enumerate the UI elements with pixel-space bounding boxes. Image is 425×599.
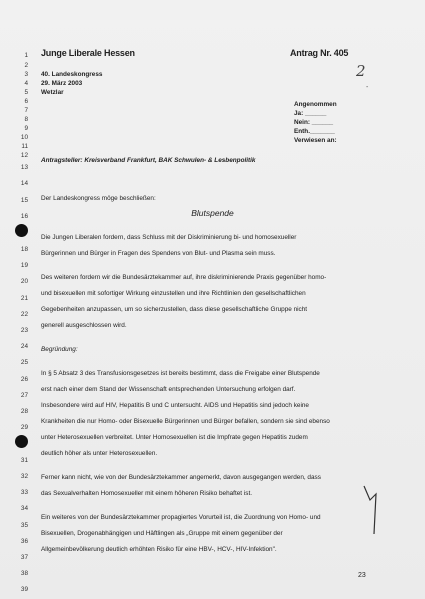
line-number: 28 [20,408,28,415]
line-number: 34 [20,505,28,512]
line-number: 15 [20,197,28,204]
body-line: erst nach einer dem Stand der Wissenschaft entsprechenden Untersuchung erfolgen darf. [41,386,296,393]
line-number: 38 [20,570,28,577]
punch-hole [15,224,28,237]
line-number: 2 [24,62,28,69]
line-number: 18 [20,246,28,253]
line-number: 9 [24,125,28,132]
body-line: Krankheiten die nur Homo- oder Bisexuelle Bürgerinnen und Bürger befallen, sondern sie sind ebenso [41,418,330,425]
line-number: 3 [24,71,28,78]
line-number: 29 [20,424,28,431]
status-referred: Verwiesen an: [294,137,337,144]
line-number: 20 [20,278,28,285]
line-number: 31 [20,457,28,464]
motion-number: Antrag Nr. 405 [290,48,349,58]
handwritten-bracket [358,482,388,542]
status-abstain: Enth._______ [294,128,335,135]
resolution-intro: Der Landeskongress möge beschließen: [41,195,156,202]
line-number: 37 [20,554,28,561]
body-line: Insbesondere wird auf HIV, Hepatitis B und C untersucht. AIDS und Hepatitis sind jedoch keine [41,402,309,409]
status-no: Nein: ______ [294,119,334,126]
line-number: 33 [20,489,28,496]
line-number: 14 [20,180,28,187]
line-number: 19 [20,262,28,269]
page-number: 23 [358,572,366,579]
line-number: 12 [20,152,28,159]
body-line: Bisexuellen, Drogenabhängigen und Häftlingen als „Gruppe mit einem gegenüber der [41,530,283,537]
line-number: 16 [20,213,28,220]
body-line: Ferner kann nicht, wie von der Bundesärztekammer angemerkt, davon ausgegangen werden, dass [41,474,321,481]
dash-mark: - [366,84,369,91]
line-number: 25 [20,359,28,366]
body-line: und bisexuellen mit sofortiger Wirkung einzustellen und ihre Richtlinien den gesellschaftlichen [41,290,306,297]
event-date: 29. März 2003 [41,80,83,87]
line-number: 32 [20,473,28,480]
body-line: Die Jungen Liberalen fordern, dass Schluss mit der Diskriminierung bi- und homosexueller [41,234,297,241]
line-number: 26 [20,376,28,383]
line-number: 7 [24,107,28,114]
body-line: In § 5 Absatz 3 des Transfusionsgesetzes ist bereits bestimmt, dass die Freigabe einer Blutspende [41,370,320,377]
body-line: Allgemeinbevölkerung deutlich erhöhten Risiko für eine HBV-, HCV-, HIV-Infektion". [41,546,277,553]
organization-name: Junge Liberale Hessen [41,48,135,58]
event-name: 40. Landeskongress [41,71,103,78]
reasoning-heading: Begründung: [41,346,78,353]
status-accepted: Angenommen [294,101,337,108]
body-line: Ein weiteres von der Bundesärztekammer propagiertes Vorurteil ist, die Zuordnung von Homo- und [41,514,321,521]
handwritten-mark: 2 [356,62,366,80]
status-yes: Ja: ______ [294,110,327,117]
line-number: 23 [20,327,28,334]
body-line: Gegebenheiten anzupassen, um so sicherzustellen, dass diese gesellschaftliche Gruppe nicht [41,306,308,313]
event-place: Wetzlar [41,89,64,96]
line-number: 22 [20,311,28,318]
line-number: 13 [20,164,28,171]
line-number: 4 [24,80,28,87]
document-title: Blutspende [191,208,234,218]
line-number: 6 [24,98,28,105]
line-number: 11 [21,143,28,150]
body-line: Des weiteren fordern wir die Bundesärztekammer auf, ihre diskriminierende Praxis gegenüber homo- [41,274,327,281]
line-number: 35 [20,522,28,529]
line-number: 24 [20,343,28,350]
line-number: 8 [24,116,28,123]
line-number: 10 [20,134,28,141]
line-number: 5 [24,89,28,96]
body-line: deutlich höher als unter Heterosexuellen. [41,450,158,457]
line-number: 39 [20,586,28,593]
body-line: generell ausgeschlossen wird. [41,322,127,329]
line-number: 21 [20,295,28,302]
body-line: das Sexualverhalten Homosexueller mit einem höheren Risiko behaftet ist. [41,490,253,497]
line-number: 36 [20,538,28,545]
body-line: Bürgerinnen und Bürger in Fragen des Spendens von Blut- und Plasma sein muss. [41,250,276,257]
applicant-line: Antragsteller: Kreisverband Frankfurt, BAK Schwulen- & Lesbenpolitik [41,157,256,164]
line-number: 27 [20,392,28,399]
punch-hole [15,435,28,448]
line-number: 1 [24,52,28,59]
body-line: unter Heterosexuellen verbreitet. Unter Homosexuellen ist die Impfrate gegen Hepatitis zudem [41,434,308,441]
